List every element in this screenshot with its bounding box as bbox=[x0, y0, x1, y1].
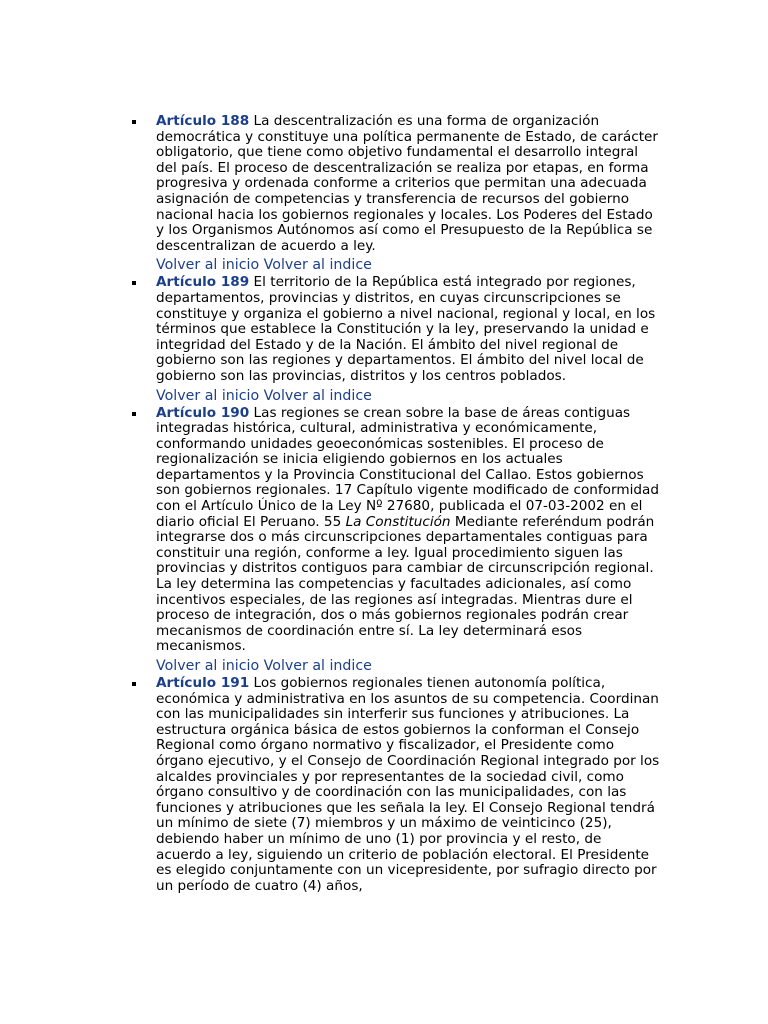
article-italic-text: La Constitución bbox=[345, 513, 451, 530]
back-to-start-link[interactable]: Volver al inicio bbox=[156, 658, 260, 674]
article-title: Artículo 189 bbox=[156, 274, 250, 291]
bullet-icon bbox=[132, 281, 136, 285]
bullet-icon bbox=[132, 682, 136, 686]
article-title: Artículo 190 bbox=[156, 404, 250, 421]
back-to-start-link[interactable]: Volver al inicio bbox=[156, 257, 260, 274]
nav-links bbox=[0, 257, 768, 273]
article-text: Las regiones se crean sobre la base de áreas contiguas integradas histórica, cultural, administrativa y económicamente, conformando unidades geoeconómicas sostenibles. El proceso de regionalización se inicia eligiendo gobiernos en los actuales departamentos y la Provincia Constitucional del Callao. Estos gobiernos son gobiernos regionales. 17 Capítulo vigente modificado de conformidad con el Artículo Único de la Ley Nº 27680, publicada el 07-03-2002 en el diario oficial El Peruano. 55 bbox=[156, 404, 659, 530]
article-190 bbox=[0, 406, 660, 656]
back-to-index-link[interactable]: Volver al indice bbox=[263, 658, 372, 674]
article-189 bbox=[0, 275, 660, 384]
article-title: Artículo 191 bbox=[156, 675, 250, 691]
article-text: El territorio de la República está integrado por regiones, departamentos, provincias y distritos, en cuyas circunscripciones se constituye y organiza el gobierno a nivel nacional, regional y local, en los términos que establece la Constitución y la ley, preservando la unidad e integridad del Estado y de la Nación. El ámbito del nivel regional de gobierno son las regiones y departamentos. El ámbito del nivel local de gobierno son las provincias, distritos y los centros poblados. bbox=[156, 274, 656, 384]
article-title: Artículo 188 bbox=[156, 113, 250, 129]
article-text: Los gobiernos regionales tienen autonomía política, económica y administrativa en los asuntos de su competencia. Coordinan con las municipalidades sin interferir sus funciones y atribuciones. La estructura orgánica básica de estos gobiernos la conforman el Consejo Regional como órgano normativo y fiscalizador, el Presidente como órgano ejecutivo, y el Consejo de Coordinación Regional integrado por los alcaldes provinciales y por representantes de la sociedad civil, como órgano consultivo y de coordinación con las municipalidades, con las funciones y atribuciones que les señala la ley. El Consejo Regional tendrá un mínimo de siete (7) miembros y un máximo de veinticinco (25), debiendo haber un mínimo de uno (1) por provincia y el resto, de acuerdo a ley, siguiendo un criterio de población electoral. El Presidente es elegido conjuntamente con un vicepresidente, por sufragio directo por un período de cuatro (4) años, bbox=[156, 675, 660, 894]
back-to-start-link[interactable]: Volver al inicio bbox=[156, 387, 260, 404]
nav-links bbox=[0, 388, 768, 404]
article-text-continued: Mediante referéndum podrán integrarse dos o más circunscripciones departamentales contiguas para constituir una región, conforme a ley. Igual procedimiento siguen las provincias y distritos contiguos para cambiar de circunscripción regional. La ley determina las competencias y facultades adicionales, así como incentivos especiales, de las regiones así integradas. Mientras dure el proceso de integración, dos o más gobiernos regionales podrán crear mecanismos de coordinación entre sí. La ley determinará esos mecanismos. bbox=[156, 513, 655, 655]
nav-links bbox=[0, 658, 768, 674]
document-body bbox=[0, 114, 768, 894]
bullet-icon bbox=[132, 412, 136, 416]
back-to-index-link[interactable]: Volver al indice bbox=[263, 257, 372, 274]
article-188 bbox=[0, 114, 660, 254]
article-191 bbox=[0, 676, 660, 894]
bullet-icon bbox=[132, 120, 136, 124]
article-text: La descentralización es una forma de organización democrática y constituye una política permanente de Estado, de carácter obligatorio, que tiene como objetivo fundamental el desarrollo integral del país. El proceso de descentralización se realiza por etapas, en forma progresiva y ordenada conforme a criterios que permitan una adecuada asignación de competencias y transferencia de recursos del gobierno nacional hacia los gobiernos regionales y locales. Los Poderes del Estado y los Organismos Autónomos así como el Presupuesto de la República se descentralizan de acuerdo a ley. bbox=[156, 113, 658, 254]
back-to-index-link[interactable]: Volver al indice bbox=[263, 387, 372, 404]
